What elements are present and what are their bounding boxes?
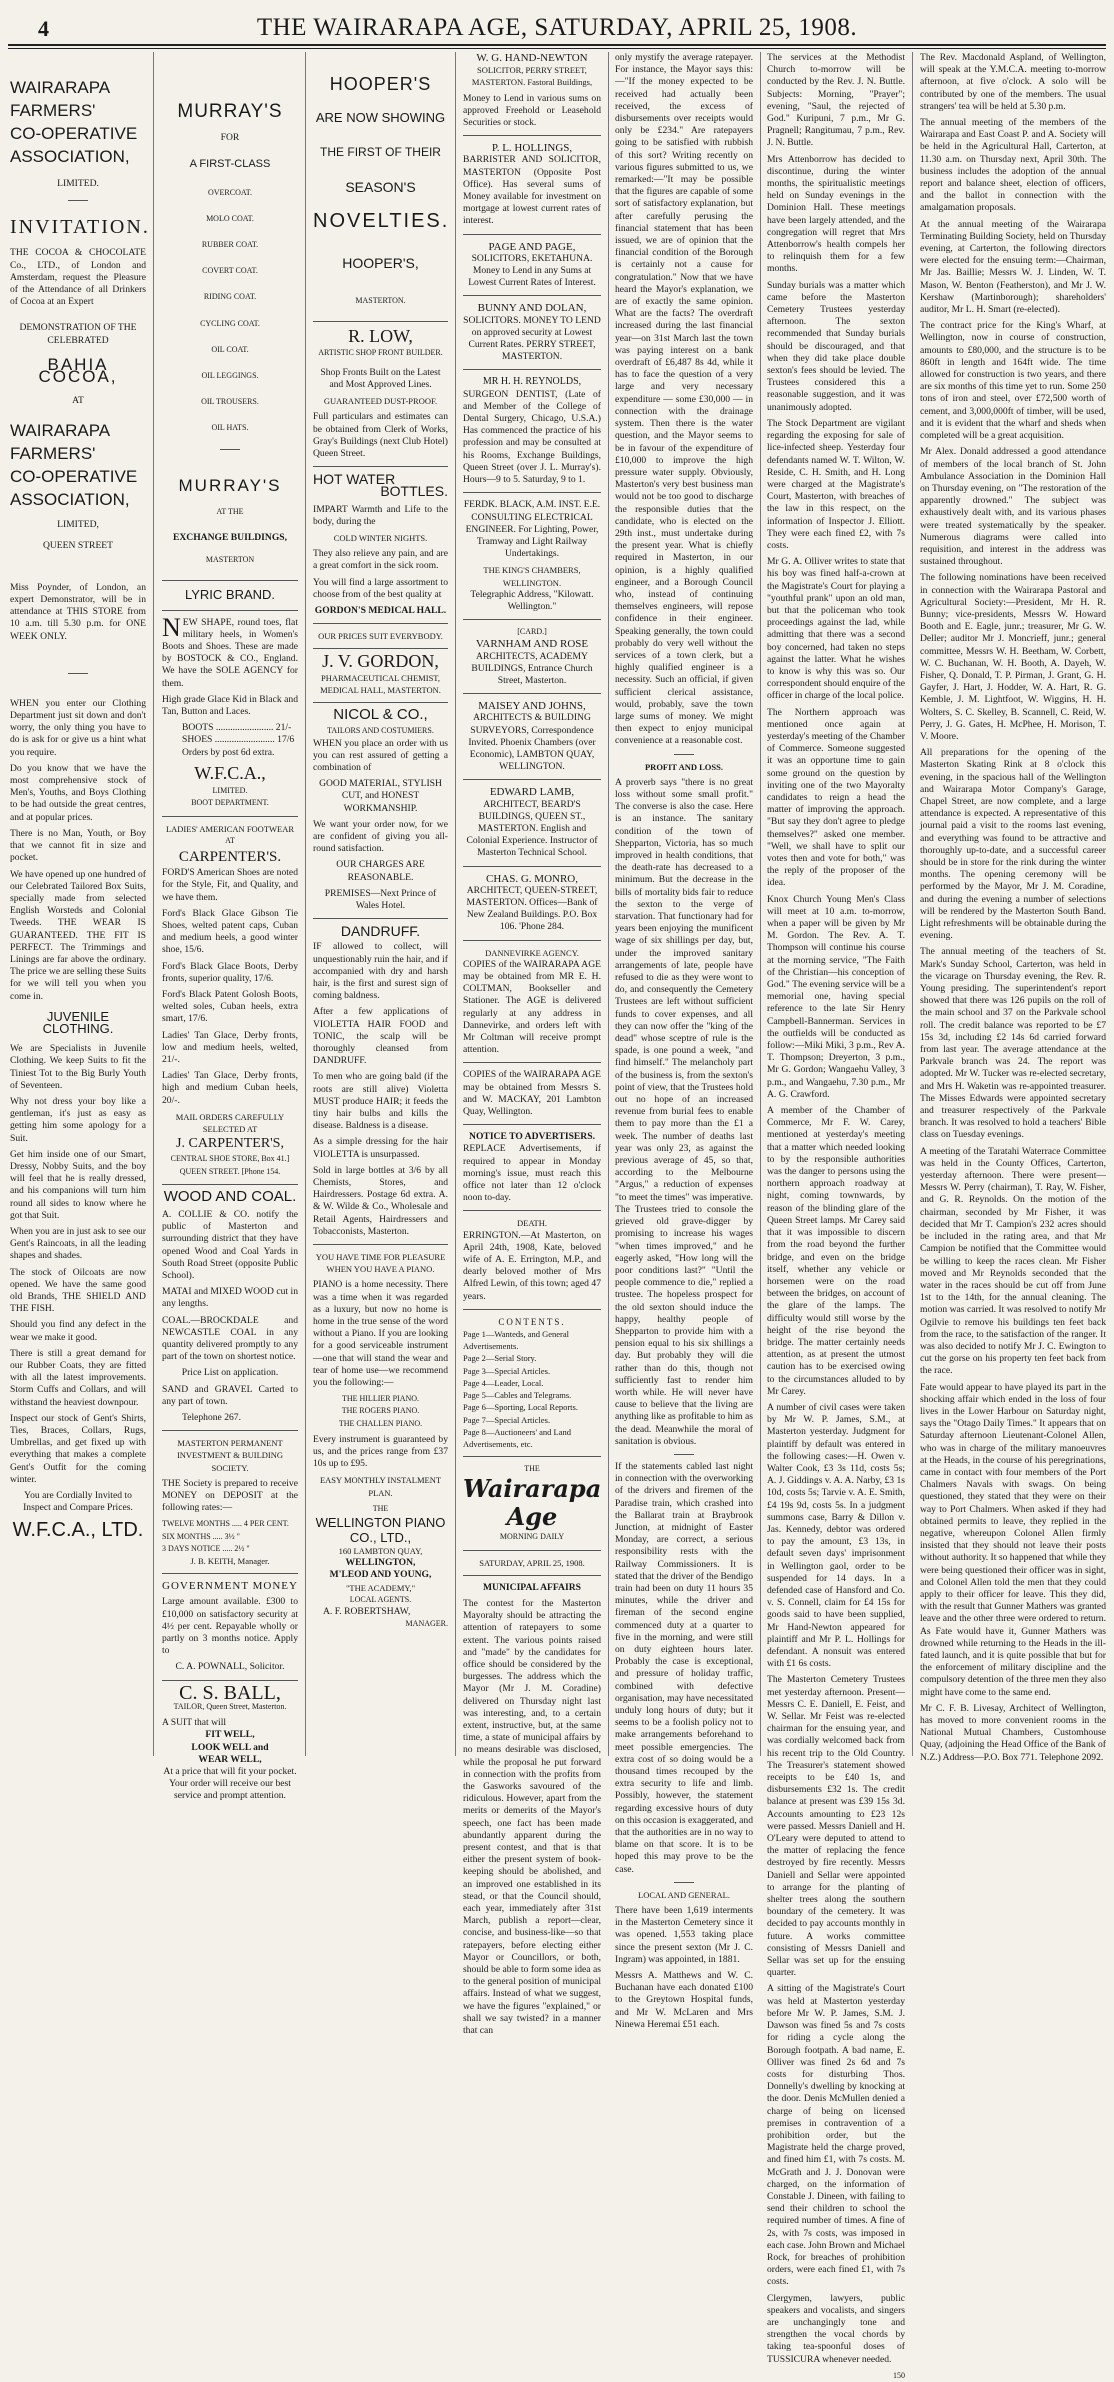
masthead-rule <box>8 44 1106 46</box>
medical-hall: MEDICAL HALL, MASTERTON. <box>320 684 441 695</box>
boots-price: BOOTS ........................ 21/- <box>182 722 292 734</box>
central-shoe-store: CENTRAL SHOE STORE, Box 41.] QUEEN STREET. [Phone 154. <box>170 1154 290 1176</box>
limited-label: LIMITED, <box>57 519 99 531</box>
coat-item: OIL COAT. <box>211 344 249 354</box>
local-item: A meeting of the Taratahi Waterrace Committee was held in the County Offices, Carterton, yesterday afternoon. There were present—Messrs W. Perry (chairman), T. Ray, W. Fisher, and G. R. Reynolds. On the motion of the chairman, seconded by Mr Fisher, it was decided that Mr T. Campion's 232 acres should be included in the rating area, and that Mr Campion be notified that the Committee would be willing to keep the races clean. Mr Fisher moved and Mr Reynolds seconded that the water in the races should be cut off from June 1st to the 14th, for the annual cleaning. The motion was carried. It was resolved to notify Mr Ogilvie to remove his buildings ten feet back from the race, to the satisfaction of the ranger. It was also decided to notify Mr J. C. Ewington to cut the gorse on his property ten feet back from the race. <box>920 1145 1106 1377</box>
clothing-paragraph: WHEN you enter our Clothing Department just sit down and don't worry, the only thing you have to do is ask for or give us a hint what you require. <box>10 697 146 758</box>
bunny-body: SOLICITORS. MONEY TO LEND on approved security at Lowest Current Rates. PERRY STREET, MASTERTON. <box>463 314 601 363</box>
ferdk-heading: FERDK. BLACK, A.M. INST. E.E. <box>463 500 601 511</box>
bahia-cocoa-heading: BAHIA COCOA, <box>38 354 118 387</box>
clothing-paragraph: Should you find any defect in the wear we make it good. <box>10 1319 146 1343</box>
lyric-brand-heading: LYRIC BRAND. <box>184 587 276 603</box>
divider <box>313 466 448 467</box>
invitation-heading: INVITATION. <box>10 216 150 239</box>
masthead-rule-thin <box>8 48 1106 49</box>
dannevirke-body: COPIES of the WAIRARAPA AGE may be obtained from MR E. H. COLTMAN, Bookseller and Stationer. The AGE is delivered regularly at any address in Dannevirke, and orders left with Mr Coltman will receive prompt attention. <box>463 958 601 1056</box>
wfca-line: FARMERS' <box>10 101 96 120</box>
maisey-heading: MAISEY AND JOHNS, <box>478 700 586 713</box>
demonstration-label: DEMONSTRATION OF THE CELEBRATED <box>19 322 137 346</box>
rate-row: TWELVE MONTHS ..... 4 PER CENT. <box>162 1519 289 1529</box>
varnham-body: ARCHITECTS, ACADEMY BUILDINGS, Entrance Church Street, Masterton. <box>471 650 593 686</box>
dandruff-body: Sold in large bottles at 3/6 by all Chemists, Stores, and Hairdressers. Postage 6d extra. A. & W. Wilde & Co., Wholesale and Retail Agents, Hairdressers and Tobacconists, Masterton. <box>313 1164 448 1237</box>
divider <box>162 816 298 817</box>
r-low-sub: ARTISTIC SHOP FRONT BUILDER. <box>318 347 443 357</box>
permanent-society: MASTERTON PERMANENT INVESTMENT & BUILDING SOCIETY. <box>176 1438 284 1473</box>
local-item: The contract price for the King's Wharf, at Wellington, now in course of construction, amounts to £80,000, and the structure is to be 860ft in length and 164ft wide. The time allowed for construction is two years, and there are six months of this time yet to run. Some 250 tons of iron and steel, over £72,500 worth of cement, and 3,000,000ft of timber, will be used, and it is evident that the wharf and sheds when completed will be a great acquisition. <box>920 320 1106 442</box>
reynolds-heading: MR H. H. REYNOLDS, <box>482 376 582 388</box>
divider <box>68 673 88 674</box>
clothing-paragraph: Do you know that we have the most comprehensive stock of Men's, Youths, and Boys Clothing to be had outside the great centres, and at popular prices. <box>10 762 146 823</box>
local-item: The annual meeting of the members of the Wairarapa and East Coast P. and A. Society will be held in the Agricultural Hall, Carterton, at 11.30 a.m. on Thursday next, April 30th. The business includes the adoption of the annual report and balance sheet, election of officers, and the ballot in connection with the amalgamation proposals. <box>920 117 1106 214</box>
column-divider <box>305 52 306 1756</box>
pleasure-heading: YOU HAVE TIME FOR PLEASURE WHEN YOU HAVE A PIANO. <box>315 1252 446 1275</box>
exchange-buildings: EXCHANGE BUILDINGS, <box>172 532 288 544</box>
coat-item: MOLO COAT. <box>206 213 254 223</box>
divider <box>220 449 240 450</box>
railway-body: If the statements cabled last night in connection with the overworking of the drivers and firemen of the Paradise train, which crashed into the Ballarat train at Braybrook Junction, at midnight of Easter Monday, are correct, a serious responsibility rests with the Railway Commissioners. It is stated that the driver of the Bendigo train had been on duty 11 hours 35 minutes, while the driver and fireman of the second engine commenced duty at a quarter to five in the morning, and were still on duty eighteen hours later. Probably the case is exceptional, and pressure of holiday traffic, combined with defective organisation, may have necessitated unduly long hours of duty; but it seems to be a foolish policy not to make arrangements beforehand to meet possible emergencies. The extra cost of so doing would be a thousand times recouped by the extra security to life and limb. Possibly, however, the statement regarding excessive hours of duty on this occasion is exaggerated, and that the authorities are in no way to blame on that score. It is to be hoped this may prove to be the case. <box>615 1460 754 1875</box>
divider <box>463 1124 601 1125</box>
ford-paragraph: Ford's Black Glace Gibson Tie Shoes, welted patent caps, Cuban and medium heels, a good winter shoe, 15/6. <box>162 907 298 956</box>
column-divider <box>608 52 609 1756</box>
at-label: AT <box>225 835 235 845</box>
wood-paragraph: Price List on application. <box>181 1367 279 1379</box>
dust-proof: GUARANTEED DUST-PROOF. <box>323 396 438 407</box>
divider <box>162 610 298 611</box>
clothing-paragraph: There is no Man, Youth, or Boy that we cannot fit in size and pocket. <box>10 827 146 864</box>
cold-nights: COLD WINTER NIGHTS. <box>333 533 428 544</box>
column-divider <box>153 52 154 1756</box>
coat-item: OVERCOAT. <box>207 187 253 197</box>
divider <box>313 623 448 624</box>
manager-label: MANAGER. <box>405 1619 448 1629</box>
gov-name: C. A. POWNALL, Solicitor. <box>175 1661 285 1673</box>
wood-coal-heading: WOOD AND COAL. <box>163 1187 297 1205</box>
novelties-heading: NOVELTIES. <box>313 209 450 232</box>
first-of-their: THE FIRST OF THEIR <box>320 145 441 160</box>
seasons-label: SEASON'S <box>345 178 416 195</box>
wfca-heading-2 <box>10 419 146 511</box>
prices-suit: OUR PRICES SUIT EVERYBODY. <box>318 631 443 642</box>
column-divider <box>912 52 913 1756</box>
local-item: There have been 1,619 interments in the Masterton Cemetery since it was opened. 1,553 taking place since the present sexton (Mr J. C. Ingram) was appointed, in 1881. <box>615 1905 753 1965</box>
divider <box>463 295 601 296</box>
lamb-body: ARCHITECT, BEARD'S BUILDINGS, QUEEN ST., MASTERTON. English and Colonial Experience. Instructor of Masterton Technical School. <box>466 798 598 859</box>
limited-label: LIMITED. <box>212 786 248 796</box>
robertshaw: A. F. ROBERTSHAW, <box>323 1606 411 1618</box>
ford-paragraph: Ladies' Tan Glace, Derby fronts, low and medium heels, welted, 21/-. <box>162 1029 298 1065</box>
column-5 <box>615 52 754 2030</box>
masterton-label: MASTERTON <box>205 555 255 565</box>
good-material: GOOD MATERIAL, STYLISH CUT, and HONEST WORKMANSHIP. <box>319 778 442 814</box>
dannevirke-heading: DANNEVIRKE AGENCY. <box>485 947 579 958</box>
contents-item: Page 7—Special Articles. <box>463 1414 551 1425</box>
coat-item: OIL LEGGINGS. <box>201 371 259 381</box>
ferdk-body: CONSULTING ELECTRICAL ENGINEER. For Lighting, Power, Tramway and Light Railway Undertakings. <box>465 511 599 560</box>
masthead <box>0 0 1114 46</box>
at-label: AT <box>72 395 84 407</box>
r-low-heading: R. LOW, <box>348 326 413 347</box>
dandruff-body: As a simple dressing for the hair VIOLETTA is unsurpassed. <box>313 1136 448 1160</box>
local-item: Mr Alex. Donald addressed a good attendance of members of the local branch of St. John Ambulance Association in the Dominion Hall on Thursday evening, on "The restoration of the apparently drowned." The subject was exhaustively dealt with, and its various phases were treated systematically by the speaker. Numerous diagrams were called into requisition, and interest in the address was sustained throughout. <box>920 446 1106 568</box>
dandruff-heading: DANDRUFF. <box>340 923 421 940</box>
notice-body: REPLACE Advertisements, if required to appear in Monday morning's issue, must reach this office not later than 12 o'clock noon to-day. <box>463 1143 601 1204</box>
profit-heading: PROFIT AND LOSS. <box>644 761 723 772</box>
coat-item: CYCLING COAT. <box>200 318 260 328</box>
issue-date: SATURDAY, APRIL 25, 1908. <box>479 1557 585 1568</box>
ford-paragraph: FORD'S American Shoes are noted for the Style, Fit, and Quality, and we have them. <box>162 867 298 903</box>
column-6 <box>767 52 906 2380</box>
rate-row: 3 DAYS NOTICE ..... 2½ " <box>162 1543 250 1553</box>
lambton-quay: 160 LAMBTON QUAY, <box>338 1546 423 1557</box>
nicol-body: WHEN you place an order with us you can rest assured of getting a combination of <box>313 737 448 773</box>
clothing-paragraph: When you are in just ask to see our Gent's Raincoats, in all the leading shapes and shades. <box>10 1225 146 1262</box>
column-4 <box>463 52 602 2037</box>
local-item: A member of the Chamber of Commerce, Mr F. W. Carey, mentioned at yesterday's meeting that a matter which needed looking to by the responsible authorities was the danger to persons using the northern approach roadway at night, coming townwards, by reason of the blinding glare of the Queen Street lamps. Mr Carey said that it was impossible to discern from the road beyond the further bridge, and even on the bridge itself, whether any vehicle or horsemen were on the road between the bridges, on account of the glare of the lamps. The difficulty would still worse by the height of the rise beyond the bridge. The matter certainly needs attention, as at present the utmost caution has to be exercised owing to the circumstances alluded to by Mr Carey. <box>767 1105 905 1397</box>
hoopers-heading-2: HOOPER'S, <box>342 255 419 272</box>
local-item: A sitting of the Magistrate's Court was held at Masterton yesterday before Mr W. P. James, S.M. J. Dawson was fined 5s and 7s costs for riding a cycle along the Borough footpath. A bad name, E. Olliver was fined 2s 6d and 7s costs for disturbing Thos. Donnelly's dwelling by knocking at the door. Denis McMullen denied a charge of being on licensed premises in contravention of a prohibition order, but the Magistrate held the charge proved, and fined him £1, with 7s costs. M. McGrath and J. J. Donovan were charged, on the information of Constable J. Dineen, with failing to send their children to school the required number of times. A fine of 2s, with 7s costs, was imposed in each case. John Brown and Michael Rock, for breaches of prohibition orders, were each fined £1, with 7s costs. <box>767 1983 905 2288</box>
contents-item: Page 3—Special Articles. <box>463 1365 551 1376</box>
queen-street-label: QUEEN STREET <box>42 539 114 551</box>
death-heading: DEATH. <box>517 1218 547 1229</box>
lyric-body: High grade Glace Kid in Black and Tan, Button and Laces. <box>162 693 298 718</box>
divider <box>463 1309 601 1310</box>
murrays-heading-2: MURRAY'S <box>178 475 282 495</box>
nicol-body: We want your order now, for we are confident of giving you all-round satisfaction. <box>313 818 448 855</box>
the-label: THE <box>372 1503 389 1513</box>
wfca-heading <box>10 52 146 168</box>
local-item: The Rev. Macdonald Aspland, of Wellington, will speak at the Y.M.C.A. meeting to-morrow afternoon, at five o'clock. A solo will be contributed by one of the members. The usual strangers' tea will be held at 5.30 p.m. <box>920 52 1106 112</box>
piano-item: THE CHALLEN PIANO. <box>338 1418 423 1428</box>
perm-body: THE Society is prepared to receive MONEY on DEPOSIT at the following rates:— <box>162 1477 298 1514</box>
divider <box>463 492 601 493</box>
local-item: The services at the Methodist Church to-morrow will be conducted by the Rev. J. N. Buttle. Subjects: Morning, "Prayer"; evening, "Saul, the rejected of God." Kuripuni, 7 p.m., Mr G. Pragnell; Rangitumau, 7 p.m., Rev. J. N. Buttle. <box>767 52 905 149</box>
wood-paragraph: MATAI and MIXED WOOD cut in any lengths. <box>162 1286 298 1310</box>
divider <box>463 1550 601 1551</box>
maisey-body: ARCHITECTS & BUILDING SURVEYORS, Correspondence Invited. Phoenix Chambers (over Economic), LAMBTON QUAY, WELLINGTON. <box>468 712 596 773</box>
hw-body: They also relieve any pain, and are a great comfort in the sick room. <box>313 548 448 572</box>
masterton-label: MASTERTON. <box>355 296 406 306</box>
newspaper-title: THE WAIRARAPA AGE, SATURDAY, APRIL 25, 1908. <box>256 14 858 41</box>
wood-paragraph: SAND and GRAVEL Carted to any part of town. <box>162 1383 298 1407</box>
newton-heading: W. G. HAND-NEWTON <box>476 52 588 64</box>
municipal-body-cont: only mystify the average ratepayer. For instance, the Mayor says this:—"If the money expected to be received had actually been received, the excess of disbursements over receipts would only be £234." Are ratepayers going to be satisfied with rubbish of this sort? Writing recently on various figures submitted to us, we remarked:—"It may be possible that the figures are capable of some sort of satisfactory explanation, but after carefully perusing the financial statement that has been issued, we are of opinion that the financial condition of the Borough is certainly not a cause for congratulation." Now that we have heard the Mayor's explanation, we are of exactly the same opinion. What are the facts? The overdraft increased during the last financial year—on 31st March last the town was paying interest on a bank overdraft of £6,487 8s 4d, while it has to face the question of a very large and very necessary expenditure — some £30,000 — in connection with the drainage system. Then there is the water question, and the Mayor seems to be in favour of the expenditure of £10,000 to improve the high pressure water supply. Obviously, Masterton's very best business man would not be too good to discharge the responsible duties that the candidate, who is elected on the 29th inst., must undertake during the present year. What is chiefly required in Masterton, in our opinion, is a highly qualified engineer, and a Borough Council who, instead of continuing themselves engineers, will repose confidence in their engineer. Speaking generally, the town could probably do very well without the services of a town clerk, but a highly qualified engineer is a necessity. Such an official, if given sufficient clerical assistance, would, probably, save the town large sums of money. We might then expect to enjoy municipal convenience at a reasonable cost. <box>615 52 753 747</box>
shoes-price: SHOES ......................... 17/6 <box>182 734 295 746</box>
divider <box>313 918 448 919</box>
contents-item: Page 6—Sporting, Local Reports. <box>463 1402 578 1413</box>
nameplate: Wairarapa Age <box>463 1474 602 1532</box>
divider <box>674 754 694 755</box>
coat-item: OIL HATS. <box>211 423 249 433</box>
gov-body: Large amount available. £300 to £10,000 on satisfactory security at 4½ per cent. Repayable wholly or partly on 3 months notice. Apply to <box>162 1596 298 1657</box>
wfca-line: FARMERS' <box>10 444 96 464</box>
boot-department: BOOT DEPARTMENT. <box>191 798 269 808</box>
local-item: Fate would appear to have played its part in the shocking affair which ended in the loss of four lives in the Lower Harbour on Saturday night, says the "Otago Daily Times." It appears that on Saturday afternoon Lieutenant-Colonel Allen, who was in charge of the military manoeuvres at the Heads, in the course of his peregrinations, came in contact with four members of the Port Chalmers Navals with swags. On being questioned, they stated that they were on their way to Port Chalmers. When asked if they had obtained permits to leave, they replied in the negative, whereupon Colonel Allen firmly insisted that they should not leave their posts without authority. It so happened that while they were being questioned their officer was in sight, and Colonel Allen told the men that they could apply to their officer for leave. This they did, with the result that Gunner Mathers was granted leave and the other three were ordered to return. As Fate would have it, Gunner Mathers was drowned while returning to the Heads in the ill-fated launch, and it is quite possible that but for the enforcement of military discipline and the compulsory detention of the three men they also might have come to the same end. <box>920 1381 1106 1698</box>
juvenile-heading: JUVENILE CLOTHING. <box>42 1008 114 1036</box>
hollings-heading: P. L. HOLLINGS, <box>491 142 573 155</box>
clothing-paragraph: We have opened up one hundred of our Celebrated Tailored Box Suits, specially made from selected English Worsteds and Colonial Tweeds. THE WEAR IS GUARANTEED. THE FIT IS PERFECT. The Trimmings and Linings are far above the ordinary. The price we are selling these Suits for we will tell you when you come in. <box>10 868 146 1002</box>
local-item: Mrs Attenborrow has decided to discontinue, during the winter months, the spiritualistic meetings held on Sunday evenings in the Dominion Hall. These meetings have been largely attended, and the congregation will regret that Mrs Attenborrow's health compels her to relinquish them for a few months. <box>767 153 905 275</box>
clothing-paragraph: Why not dress your boy like a gentleman, it's just as easy as getting him some apology for a Suit. <box>10 1095 146 1144</box>
wfca-footer: W.F.C.A., LTD. <box>12 1519 144 1542</box>
academy-label: "THE ACADEMY," <box>345 1582 416 1593</box>
fit-well: FIT WELL, <box>205 1729 255 1741</box>
varnham-heading: VARNHAM AND ROSE <box>475 638 589 651</box>
divider <box>463 940 601 941</box>
divider <box>463 779 601 780</box>
cs-ball-heading: C. S. BALL, <box>179 1681 281 1704</box>
wfca-line: CO-OPERATIVE <box>10 124 138 143</box>
page-heading: PAGE AND PAGE, <box>488 240 576 253</box>
clothing-paragraph: The stock of Oilcoats are now opened. We have the same good old Brands, THE SHIELD AND THE FISH. <box>10 1266 146 1315</box>
lamb-heading: EDWARD LAMB, <box>489 786 575 799</box>
newton-sub: SOLICITOR, PERRY STREET, MASTERTON. Fastoral Buildings, <box>471 65 593 88</box>
limited-label: LIMITED. <box>57 178 99 189</box>
local-item: Clergymen, lawyers, public speakers and vocalists, and singers are unchangingly tone and strengthen the vocal chords by taking tea-spoonful doses of TUSSICURA whenever needed. <box>767 2292 905 2365</box>
column-3 <box>313 52 448 1756</box>
easy-plan: EASY MONTHLY INSTALMENT PLAN. <box>319 1475 442 1498</box>
kings-telegraphic: Telegraphic Address, "Kilowatt. Wellington." <box>470 588 594 612</box>
low-body: Full particulars and estimates can be obtained from Clerk of Works, Gray's Buildings (next Club Hotel) Queen Street. <box>313 411 448 460</box>
government-money: GOVERNMENT MONEY <box>162 1580 298 1593</box>
divider <box>162 1430 298 1431</box>
local-item: Sunday burials was a matter which came before the Masterton Cemetery Trustees yesterday afternoon. The sexton recommended that Sunday burials should be discouraged, and that when they did take place double sexton's fees should be levied. The Trustees considered this a reasonable suggestion, and it was unanimously adopted. <box>767 279 905 413</box>
low-body: Shop Fronts Built on the Latest and Most Approved Lines. <box>320 366 441 391</box>
newton-body: Money to Lend in various sums on approved Freehold or Leasehold Securities or stock. <box>463 92 601 129</box>
wear-well: WEAR WELL, <box>198 1753 262 1765</box>
divider <box>674 1882 694 1883</box>
contents-list <box>463 1328 601 1450</box>
divider <box>313 321 448 322</box>
lyric-body: NEW SHAPE, round toes, flat military heels, in Women's Boots and Shoes. These are made by BOSTOCK & CO., England. We have the SOLE AGENCY for them. <box>162 612 298 689</box>
death-body: ERRINGTON.—At Masterton, on April 24th, 1908, Kate, beloved wife of A. E. Errington, M.P., and dearly beloved mother of Mrs Alfred Lewin, of this town; aged 47 years. <box>463 1229 601 1302</box>
divider <box>68 200 88 201</box>
clothing-paragraph: Inspect our stock of Gent's Shirts, Ties, Braces, Collars, Rugs, Umbrellas, and get fixed up with everything that makes a complete Gent's Outfit for the coming winter. <box>10 1412 146 1485</box>
piano-body: PIANO is a home necessity. There was a time when it was regarded as a luxury, but now no home is home in the true sense of the word without a Piano. If you are looking for a good serviceable instrument—one that will stand the wear and tear of home use—we recommend you the following:— <box>313 1279 448 1389</box>
wfca-line: ASSOCIATION, <box>10 147 130 166</box>
now-showing: ARE NOW SHOWING <box>315 110 446 126</box>
local-heading: LOCAL AND GENERAL. <box>638 1889 730 1900</box>
monro-heading: CHAS. G. MONRO, <box>486 872 578 885</box>
column-1 <box>10 52 150 1756</box>
demonstrator-notice: Miss Poynder, of London, an expert Demonstrator, will be in attendance at THIS STORE from 10 a.m. till 5.30 p.m. for ONE WEEK ONLY. <box>10 581 146 642</box>
ford-paragraph: Ford's Black Glace Boots, Derby fronts, superior quality, 17/6. <box>162 960 298 984</box>
coat-item: OIL TROUSERS. <box>201 397 259 407</box>
wfca-boot-heading: W.F.C.A., <box>194 762 266 783</box>
local-item: All preparations for the opening of the Masterton Skating Rink at 8 o'clock this evening, in the spacious hall of the Wellington and Wairarapa Motor Company's Garage, Chapel Street, are now complete, and a large attendance is expected. A representative of this journal paid a visit to the rooms last evening, and everything was found to be attractive and thoroughly up-to-date, and a successful career should be in store for the rink during the winter months. The opening ceremony will be performed by the Mayor, Mr J. M. Coradine, and during the evening a number of selections will be rendered by the Masterton South Band. Light refreshments will be obtainable during the evening. <box>920 747 1106 942</box>
mleod-young: M'LEOD AND YOUNG, <box>329 1569 432 1581</box>
divider <box>463 1210 601 1211</box>
divider <box>463 866 601 867</box>
divider <box>463 1062 601 1063</box>
divider <box>463 1456 601 1457</box>
for-label: FOR <box>220 132 240 144</box>
contents-item: Page 4—Leader, Local. <box>463 1377 544 1388</box>
mail-orders: MAIL ORDERS CAREFULLY SELECTED AT <box>175 1111 285 1134</box>
post-note: Orders by post 6d extra. <box>182 746 275 758</box>
cs-ball-sub: TAILOR, Queen Street, Masterton. <box>173 1701 287 1711</box>
reynolds-body: SURGEON DENTIST, (Late of and Member of the College of Dental Surgery, Chicago, U.S.A.) Has commenced the practice of his profession and may be consulted at his Rooms, Exchange Buildings, Queen Street (over J. L. Murray's). Hours—9 to 5. Saturday, 9 to 1. <box>463 388 601 486</box>
local-item: At the annual meeting of the Wairarapa Terminating Building Society, held on Thursday evening, at Carterton, the following directors were elected for the ensuing term:—Chairman, Mr Jas. Baillie; Messrs W. J. Linden, W. T. Mason, W. Benton (Featherston), and Mr J. W. Kershaw (Martinborough); shareholders' auditor, Mr L. H. Smart (re-elected). <box>920 218 1106 316</box>
hw-body: You will find a large assortment to choose from of the best quality at <box>313 576 448 600</box>
wfca-line: WAIRARAPA <box>10 78 111 97</box>
bunny-heading: BUNNY AND DOLAN, <box>477 302 587 315</box>
jv-gordon-heading: J. V. GORDON, <box>322 651 439 672</box>
the-label: THE <box>524 1464 540 1474</box>
contents-item: Page 2—Serial Story. <box>463 1353 537 1364</box>
local-item: A number of civil cases were taken by Mr W. P. James, S.M., at Masterton yesterday. Judgment for plaintiff by default was entered in the following cases:—H. Owen v. Walter Cook, £3 3s 11d, costs 5s; A. J. Giddings v. A. A. Narby, £3 1s 10d, costs 5s; Tarvie v. A. E. Smith, £4 19s 9d, costs 5s. In a judgment summons case, Barry & Dillon v. Jas. Kennedy, debtor was ordered to pay the amount, £3 13s, in default seven days' imprisonment in Wellington gaol, order to be suspended for 14 days. In a defended case of Hansford and Co. v. S. Connell, claim for £4 15s for goods said to have been supplied, Mr Hand-Newton appeared for plaintiff and Mr P. L. Hollings for defendant. A nonsuit was entered with £1 6s costs. <box>767 1401 905 1670</box>
first-class-label: A FIRST-CLASS <box>189 158 271 171</box>
clothing-paragraph: You are Cordially Invited to Inspect and Compare Prices. <box>23 1490 133 1514</box>
tailors-label: TAILORS AND COSTUMIERS. <box>327 726 434 736</box>
contents-item: Page 5—Cables and Telegrams. <box>463 1390 572 1401</box>
bottles-heading: BOTTLES. <box>380 483 448 500</box>
divider <box>463 234 601 235</box>
premises: PREMISES—Next Prince of Wales Hotel. <box>324 887 437 911</box>
column-divider <box>455 52 456 1756</box>
nicol-body: OUR CHARGES ARE REASONABLE. <box>336 859 425 883</box>
dandruff-body: To men who are going bald (if the roots are still alive) Violetta MUST produce HAIR; it feeds the tiny hair bulbs and kills the disease. Baldness is a disease. <box>313 1071 448 1132</box>
local-item: The Northern approach was mentioned once again at yesterday's meeting of the Chamber of Commerce. Someone suggested it was an opportune time to gain some ground on the question by inviting one of the two Mayoralty candidates to reign a head the matter of improving the approach. "But say they don't agree to pledge themselves?" asked one member. "Well, we shall have to split our votes then and vote for both," was the reply of the proposer of the idea. <box>767 706 905 889</box>
ford-paragraph: Ford's Black Patent Golosh Boots, welted soles, Cuban heels, extra smart, 17/6. <box>162 988 298 1025</box>
page-body: SOLICITORS, EKETAHUNA. Money to Lend in any Sums at Lowest Current Rates of Interest. <box>468 252 596 289</box>
divider <box>313 648 448 649</box>
look-well: LOOK WELL and <box>191 1741 269 1753</box>
wellington-copies: COPIES of the WAIRARAPA AGE may be obtained from Messrs S. and W. MACKAY, 201 Lambton Quay, Wellington. <box>463 1069 601 1118</box>
wood-telephone: Telephone 267. <box>182 1412 242 1424</box>
divider <box>463 1575 601 1576</box>
local-item: The annual meeting of the teachers of St. Mark's Sunday School, Carterton, was held in the vicarage on Thursday evening, the Rev. R. Young presiding. The superintendent's report showed that there was 126 pupils on the roll of the main school and 37 on the Parkvale school roll. The credit balance was reported to be £7 15s 3d, including £2 14s 6d carried forward from last year. The average attendance at the Parkvale branch was 24. The report was adopted. Mr W. Tucker was re-elected secretary, and Mrs H. Waketin was re-appointed treasurer. The Misses Edwards were appointed secretary and treasurer respectively of the Parkvale branch. It was resolved to hold a teachers' Bible class on Tuesday evenings. <box>920 946 1106 1141</box>
coat-item: RUBBER COAT. <box>201 240 259 250</box>
wfca-line: WAIRARAPA <box>10 421 111 441</box>
jcarpenter-heading: J. CARPENTER'S, <box>176 1136 284 1152</box>
notice-heading: NOTICE TO ADVERTISERS. <box>469 1131 595 1143</box>
ad-number: 150 <box>893 2370 905 2380</box>
clothing-paragraph: We are Specialists in Juvenile Clothing. We keep Suits to fit the Tiniest Tot to the Big Burly Youth of Seventeen. <box>10 1043 146 1091</box>
page-number: 4 <box>38 16 49 41</box>
hollings-body: BARRISTER AND SOLICITOR, MASTERTON (Opposite Post Office). Has several sums of Money available for investment on mortgage at lowest current rates of interest. <box>463 154 601 227</box>
divider <box>674 1454 694 1455</box>
column-2 <box>162 52 298 1802</box>
contents-item: Page 8—Auctioneers' and Land Advertisements, etc. <box>463 1426 571 1449</box>
piano-item: THE ROGERS PIANO. <box>341 1406 420 1416</box>
clothing-paragraph: Get him inside one of our Smart, Dressy, Nobby Suits, and the boy will feel that he is really dressed, and his companions will turn him round all sides to know where he got that Suit. <box>10 1148 146 1221</box>
divider <box>463 619 601 620</box>
hoopers-heading: HOOPER'S <box>329 74 432 94</box>
monro-body: ARCHITECT, QUEEN-STREET, MASTERTON. Offices—Bank of New Zealand Buildings. P.O. Box 106. 'Phone 284. <box>466 884 598 933</box>
column-7 <box>920 52 1106 1763</box>
piano-body: Every instrument is guaranteed by us, and the prices range from £37 10s up to £95. <box>313 1433 448 1470</box>
divider <box>162 1680 298 1681</box>
contents-heading: CONTENTS. <box>498 1316 566 1327</box>
wfca-line: CO-OPERATIVE <box>10 467 138 487</box>
wood-paragraph: COAL.—BROCKDALE and NEWCASTLE COAL in any quantity delivered promptly to any part of the town on shortest notice. <box>162 1314 298 1363</box>
local-item: The Stock Department are vigilant regarding the exposing for sale of lice-infected sheep. Yesterday four defendants named W. T. Wilton, W. Reside, C. H. Smith, and H. Long were charged at the Magistrate's Court, Masterton, with breaches of the law in this respect, on the information of Inspector J. Elliott. They were each fined £2, with 7s costs. <box>767 417 905 551</box>
divider <box>162 1184 298 1185</box>
divider <box>313 702 448 703</box>
ford-paragraph: Ladies' Tan Glace, Derby fronts, high and medium Cuban heels, 20/-. <box>162 1070 298 1106</box>
wellington-piano: WELLINGTON PIANO CO., LTD., <box>315 1515 446 1546</box>
contents-item: Page 1—Wanteds, and General Advertisements. <box>463 1329 570 1352</box>
carpenters-heading: CARPENTER'S. <box>178 848 282 865</box>
piano-item: THE HILLIER PIANO. <box>341 1394 420 1404</box>
dandruff-body: After a few applications of VIOLETTA HAIR FOOD and TONIC, the scalp will be thoroughly cleansed from DANDRUFF. <box>313 1006 448 1067</box>
municipal-body: The contest for the Masterton Mayoralty should be attracting the attention of ratepayers to some extent. The various points raised and "made" by the candidates for office should be considered by the burgesses. The address which the Mayor (Mr J. M. Coradine) delivered on Thursday night last was interesting, and, to a certain extent, instructive, but, at the same time, a state of municipal affairs by no means desirable was disclosed, while the proposal he put forward in connection with the profits from the Gasworks savoured of the ridiculous. However, apart from the merits or demerits of the Mayor's speech, one fact has been made abundantly apparent during the present contest, and that is that either the present system of book-keeping should be abolished, and an improved one established in its stead, or that the Council should, each year, immediately after 31st March, publish a report—clear, concise, and business-like—so that ratepayers, before electing either Mayor or Councillors, or both, should be able to form some idea as to the general position of municipal affairs. Instead of what we suggest, we have the figures "explained," or shall we say twisted? in a manner that can <box>463 1597 601 2037</box>
perm-manager: J. B. KEITH, Manager. <box>190 1556 270 1567</box>
divider <box>463 135 601 136</box>
invitation-body: THE COCOA & CHOCOLATE Co., LTD., of London and Amsterdam, request the Pleasure of the Attendance of all Drinkers of Cocoa at an Expert <box>10 247 146 308</box>
dandruff-body: IF allowed to collect, will unquestionably ruin the hair, and if accompanied with dry and harsh hair, is the first and surest sign of coming baldness. <box>313 941 448 1002</box>
profit-body: A proverb says "there is no great loss without some small profit." The converse is also the case. Here is an instance. The sanitary condition of the town of Shepparton, Victoria, has so much improved in health conditions, that the death-rate has decreased to a minimum. But the decrease in the bills of mortality bids fair to reduce the sexton to the verge of starvation. That functionary had for years been enjoying the munificent wage of six shillings per day, but, under the improved sanitary arrangements of late, people have refused to die as they were wont to do, and consequently the Cemetery Trustees are left without sufficient funds to cover expenses, and all they can now offer the "king of the dead" whose sceptre of rule is the spade, is one pound a week, "and find himself." The melancholy part of the business is, from the sexton's point of view, that the Trustees hold out no hope of an increased revenue from burial fees to enable them to pay more than the £1 a week. The number of deaths last year was only 23, as against the previous average of 45, so that, according to the Melbourne "Argus," a reduction of expenses "to meet the times" was imperative. The Trustees tried to console the grieved old grave-digger by promising to increase his wages "when times improved," and he eagerly asked, "How long will the poor conditions last?" "Until the people commence to die," replied a trustee. The hopeless prospect for the old sexton should induce the happy, healthy people of Shepparton to provide him with a pension equal to his six shillings a day. But probably they will die rather than do this, though not sufficiently fast to render him worth while. He will never have cause to believe that the living are anything like as profitable to him as the dead. Meanwhile the moral of sanitation is obvious. <box>615 776 754 1447</box>
ladies-footwear: LADIES' AMERICAN FOOTWEAR <box>165 823 295 834</box>
ball-end: At a price that will fit your pocket. Your order will receive our best service and prompt attention. <box>163 1765 297 1802</box>
column-divider <box>760 52 761 1756</box>
local-item: Mr C. F. B. Livesay, Architect of Wellington, has moved to more convenient rooms in the National Mutual Chambers, Customhouse Quay, (adjoining the Head Office of the Bank of N.Z.) Address—P.O. Box 771. Telephone 2092. <box>920 1702 1106 1763</box>
kings-chambers: THE KING'S CHAMBERS, WELLINGTON. <box>483 565 581 588</box>
divider <box>162 1573 298 1574</box>
local-item: Knox Church Young Men's Class will meet at 10 a.m. to-morrow, when a paper will be given by Mr M. Gordon. The Rev. A. T. Thompson will continue his course at the morning service, "The Faith of the Christian—his conception of God." The evening service will be a memorial one, having special reference to the late Sir Henry Campbell-Bannerman. Services in the outfields will be conducted as follow:—Miki Miki, 3 p.m., Rev A. T. Thompson; Dreyerton, 3 p.m., Mr G. Gordon; Wangaehu Valley, 3 p.m., and Wangaehu, 7.30 p.m., Mr A. G. Crawford. <box>767 893 905 1100</box>
hw-body: IMPART Warmth and Life to the body, during the <box>313 503 448 527</box>
gordons-hall: GORDON'S MEDICAL HALL. <box>314 605 447 617</box>
local-agents: LOCAL AGENTS. <box>349 1594 412 1604</box>
local-item: The following nominations have been received in connection with the Wairarapa Pastoral and Agricultural Society:—President, Mr H. R. Bunny; vice-presidents, Messrs W. Howard Booth and E. Eagle, junr.; treasurer, Mr G. W. Deller; auditor Mr J. Moncrieff, junr.; general committee, Messrs W. H. Beetham, W. Corbett, W. C. Buchanan, W. H. Booth, A. Dayeh, W. Fisher, Q. Donald, T. P. Pirman, J. Grant, G. H. Gayfer, J. Hart, J. Hodder, W. A. Hart, R. G. Kemble, J. M. Lightfoot, W. Wiggins, H. H. Wolters, S. C. Skelley, B. Scannell, C. Reid, W. Perry, J. G. Gates, H. McPhee, H. Morison, T. V. Moore. <box>920 572 1106 742</box>
divider <box>463 693 601 694</box>
wood-paragraph: A. COLLIE & CO. notify the public of Masterton and surrounding district that they have opened Wood and Coal Yards in South Road Street (opposite Public School). <box>162 1208 298 1281</box>
hot-water-heading: HOT WATER <box>313 471 396 488</box>
morning-daily: MORNING DAILY <box>499 1532 565 1542</box>
murrays-heading: MURRAY'S <box>177 101 283 122</box>
municipal-heading: MUNICIPAL AFFAIRS <box>483 1581 581 1593</box>
local-item: Messrs A. Matthews and W. C. Buchanan have each donated £100 to the Greytown Hospital funds, and Mr W. McLaren and Mrs Ninewa Heremai £51 each. <box>615 1970 753 2030</box>
coat-item: COVERT COAT. <box>202 266 258 276</box>
divider <box>463 369 601 370</box>
card-label: [CARD.] <box>517 627 547 637</box>
suit-line: A SUIT that will <box>162 1717 227 1729</box>
divider <box>313 1244 448 1245</box>
chemist-label: PHARMACEUTICAL CHEMIST, <box>320 672 440 683</box>
nicol-heading: NICOL & CO., <box>333 706 428 724</box>
at-the-label: AT THE <box>216 506 244 516</box>
clothing-paragraph: There is still a great demand for our Rubber Coats, they are fitted with all the latest improvements. Storm Cuffs and Collars, and will withstand the heaviest downpour. <box>10 1347 146 1408</box>
divider <box>162 580 298 581</box>
coat-item: RIDING COAT. <box>203 292 257 302</box>
local-item: The Masterton Cemetery Trustees met yesterday afternoon. Present—Messrs C. E. Daniell, E. Feist, and W. Sellar. Mr Feist was re-elected chairman for the ensuing year, and was cordially welcomed back from his recent trip to the Old Country. The Treasurer's statement showed receipts to be £40 1s, and disbursements £32 1s. The credit balance at present was £39 15s 3d. Accounts amounting to £23 12s were passed. Messrs Daniell and H. O'Leary were deputed to attend to the matter of replacing the fence destroyed by fire recently. Messrs Daniell and Sellar were appointed to arrange for the planting of shelter trees along the southern boundary of the cemetery. It was decided to pay accounts monthly in future. A works committee consisting of Messrs Daniell and Sellar was set up for the ensuing quarter. <box>767 1674 905 1979</box>
wfca-line: ASSOCIATION, <box>10 490 130 510</box>
rate-row: SIX MONTHS ..... 3½ " <box>162 1531 240 1541</box>
wellington-label: WELLINGTON, <box>345 1557 416 1569</box>
coat-list <box>162 187 298 435</box>
local-item: Mr G. A. Olliver writes to state that his boy was fined half-a-crown at the Magistrate's Court for playing a "youthful prank" upon an old man, but that the policeman who took proceedings against the lad, while admitting that there was a second boy concerned, had taken no steps against the latter. What he wishes to know is why this was so. Our correspondent should enquire of the officer in charge of the local police. <box>767 556 906 702</box>
